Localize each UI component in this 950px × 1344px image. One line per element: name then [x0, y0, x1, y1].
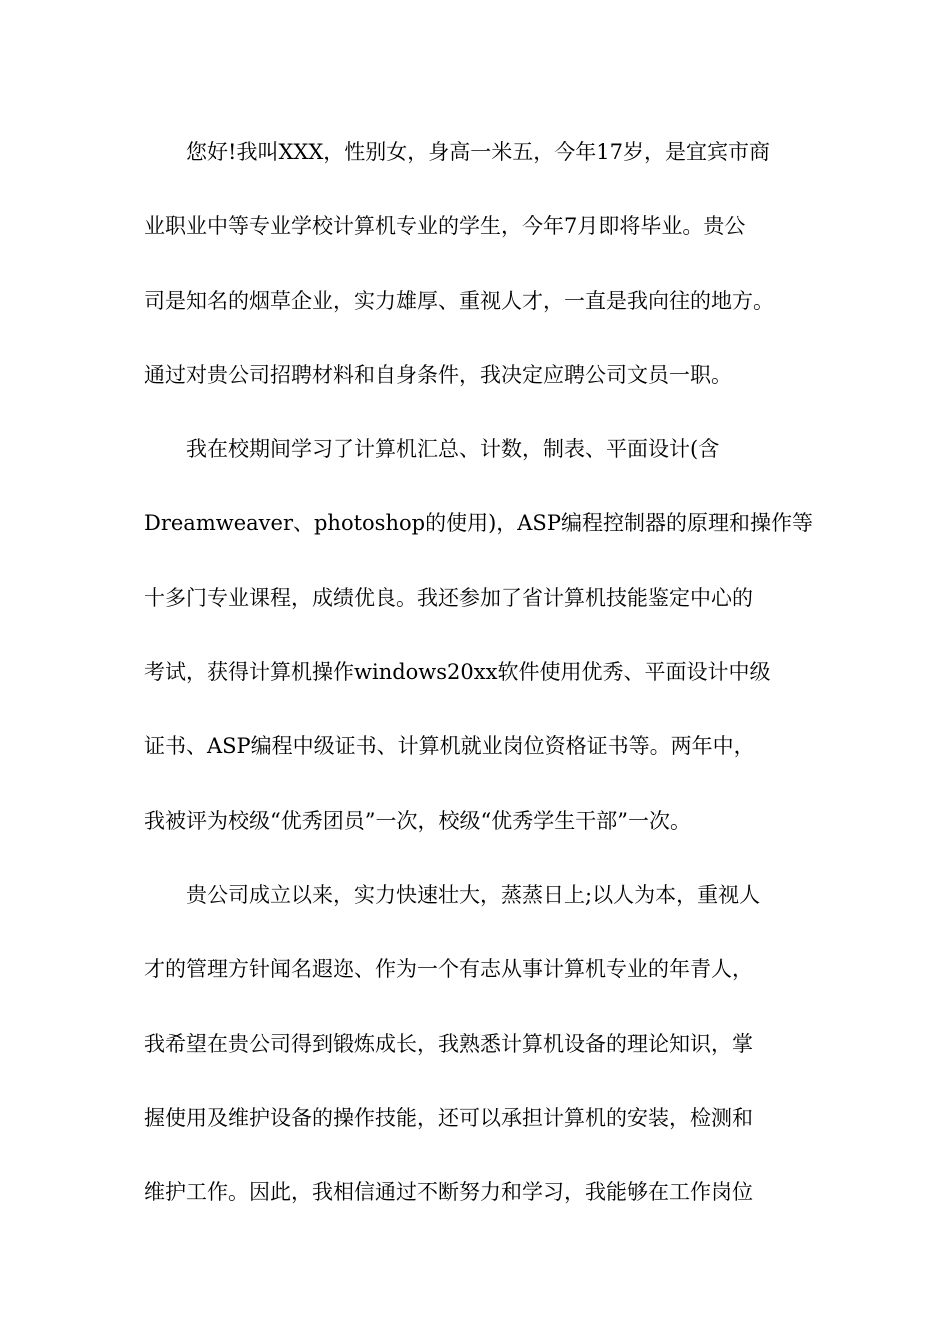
text-line: 我在校期间学习了计算机汇总、计数，制表、平面设计(含 [144, 437, 720, 462]
text-line: 通过对贵公司招聘材料和自身条件，我决定应聘公司文员一职。 [144, 362, 732, 387]
text-line: 十多门专业课程，成绩优良。我还参加了省计算机技能鉴定中心的 [144, 585, 753, 610]
document-body [144, 132, 816, 1246]
text-line: 握使用及维护设备的操作技能，还可以承担计算机的安装，检测和 [144, 1105, 753, 1130]
text-line: 维护工作。因此，我相信通过不断努力和学习，我能够在工作岗位 [144, 1180, 753, 1205]
text-line: 才的管理方针闻名遐迩、作为一个有志从事计算机专业的年青人， [144, 957, 753, 982]
text-line: 我被评为校级“优秀团员”一次，校级“优秀学生干部”一次。 [144, 808, 691, 833]
text-line: 我希望在贵公司得到锻炼成长，我熟悉计算机设备的理论知识，掌 [144, 1031, 753, 1056]
text-line: 您好!我叫XXX，性别女，身高一米五，今年17岁，是宜宾市商 [144, 140, 771, 164]
text-line: 证书、ASP编程中级证书、计算机就业岗位资格证书等。两年中， [144, 734, 755, 759]
text-line: Dreamweaver、photoshop的使用)，ASP编程控制器的原理和操作等 [144, 511, 813, 536]
text-line: 贵公司成立以来，实力快速壮大，蒸蒸日上;以人为本，重视人 [144, 882, 761, 907]
text-line: 考试，获得计算机操作windows20xx软件使用优秀、平面设计中级 [144, 660, 771, 685]
text-line: 业职业中等专业学校计算机专业的学生，今年7月即将毕业。贵公 [144, 214, 746, 239]
text-line: 司是知名的烟草企业，实力雄厚、重视人才，一直是我向往的地方。 [144, 288, 774, 313]
